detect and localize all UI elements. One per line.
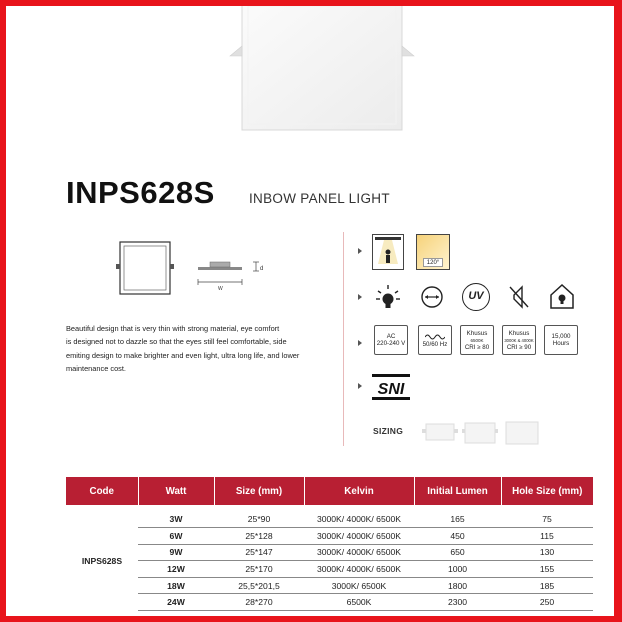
watt-cell: 24W xyxy=(138,594,214,611)
column-header-hole-size: Hole Size (mm) xyxy=(501,477,593,505)
product-code-title: INPS628S xyxy=(66,175,215,210)
frequency-badge xyxy=(418,325,452,355)
description-line: emiting design to make brighter and even light, ultra long life, and lower xyxy=(66,350,300,360)
dimmer-icon xyxy=(420,285,444,309)
sizing-image-large xyxy=(504,420,540,446)
watt-cell: 3W xyxy=(138,511,214,528)
description-line: Beautiful design that is very thin with strong material, eye comfort xyxy=(66,324,280,333)
lumen-cell: 650 xyxy=(414,544,501,561)
lumen-cell: 165 xyxy=(414,511,501,528)
cri-line: Khusus xyxy=(466,329,488,337)
dim-w-label: W xyxy=(218,286,223,292)
divider-line xyxy=(343,232,344,446)
column-header-kelvin: Kelvin xyxy=(304,477,414,505)
table-row xyxy=(66,561,593,578)
lumen-cell: 2300 xyxy=(414,594,501,611)
size-cell: 25*147 xyxy=(214,544,304,561)
size-cell: 28*270 xyxy=(214,594,304,611)
bullet-arrow-icon xyxy=(358,294,362,300)
watt-cell: 6W xyxy=(138,528,214,545)
sizing-image-medium xyxy=(462,420,498,446)
frequency-label: 50/60 Hz xyxy=(422,340,448,348)
sizing-image-small xyxy=(422,420,458,444)
cri-line: 3000K & 4000K xyxy=(504,337,534,343)
kelvin-cell: 3000K/ 4000K/ 6500K xyxy=(304,528,414,545)
sine-wave-icon xyxy=(425,333,445,341)
table-row xyxy=(66,577,593,594)
specification-table xyxy=(66,477,593,611)
product-description xyxy=(66,322,314,376)
lifetime-badge xyxy=(544,325,578,355)
voltage-badge xyxy=(374,325,408,355)
hole-size-cell: 115 xyxy=(501,528,593,545)
table-row xyxy=(66,511,593,528)
description-line: maintenance cost. xyxy=(66,364,126,374)
lumen-cell: 1000 xyxy=(414,561,501,578)
kelvin-cell: 3000K/ 4000K/ 6500K xyxy=(304,561,414,578)
code-cell: INPS628S xyxy=(81,555,123,566)
column-header-size: Size (mm) xyxy=(214,477,304,505)
cri-80-badge xyxy=(460,325,494,355)
cri-line: 6500K xyxy=(470,337,484,343)
column-header-lumen: Initial Lumen xyxy=(414,477,501,505)
lightbulb-icon xyxy=(374,283,402,311)
size-cell: 25*170 xyxy=(214,561,304,578)
hole-size-cell: 250 xyxy=(501,594,593,611)
lumen-cell: 450 xyxy=(414,528,501,545)
cri-line: CRI ≥ 80 xyxy=(464,343,490,351)
table-row xyxy=(66,594,593,611)
description-line: is designed not to dazzle so that the eyes still feel comfortable, side xyxy=(66,337,287,347)
size-cell: 25*128 xyxy=(214,528,304,545)
table-row xyxy=(66,528,593,545)
bullet-arrow-icon xyxy=(358,248,362,254)
beam-angle-label: 120° xyxy=(423,258,443,267)
hole-size-cell: 155 xyxy=(501,561,593,578)
cri-90-badge xyxy=(502,325,536,355)
technical-drawing xyxy=(112,238,282,298)
product-photo xyxy=(226,6,418,132)
kelvin-cell: 3000K/ 4000K/ 6500K xyxy=(304,511,414,528)
size-cell: 25*90 xyxy=(214,511,304,528)
size-cell: 25,5*201,5 xyxy=(214,577,304,594)
uv-label: UV xyxy=(468,290,484,302)
product-name-subtitle: INBOW PANEL LIGHT xyxy=(249,191,390,206)
lifetime-line: Hours xyxy=(552,340,570,347)
hole-size-cell: 130 xyxy=(501,544,593,561)
table-header-row xyxy=(66,477,593,505)
lumen-cell: 1800 xyxy=(414,577,501,594)
column-header-code: Code xyxy=(66,477,138,505)
cri-line: CRI ≥ 90 xyxy=(506,343,532,351)
column-header-watt: Watt xyxy=(138,477,214,505)
sni-label: SNI xyxy=(377,381,405,398)
dim-d-label: d xyxy=(260,266,264,272)
bullet-arrow-icon xyxy=(358,383,362,389)
bullet-arrow-icon xyxy=(358,340,362,346)
voltage-line: AC xyxy=(386,333,396,340)
watt-cell: 12W xyxy=(138,561,214,578)
sizing-label: SIZING xyxy=(373,426,404,436)
kelvin-cell: 3000K/ 6500K xyxy=(304,577,414,594)
ceiling-install-icon xyxy=(372,234,404,270)
cri-line: Khusus xyxy=(508,329,530,337)
hole-size-cell: 75 xyxy=(501,511,593,528)
beam-angle-icon xyxy=(416,234,450,270)
no-flicker-icon xyxy=(506,283,532,311)
sni-certification-logo xyxy=(372,374,410,400)
kelvin-cell: 6500K xyxy=(304,594,414,611)
table-row xyxy=(66,544,593,561)
kelvin-cell: 3000K/ 4000K/ 6500K xyxy=(304,544,414,561)
home-light-icon xyxy=(548,282,576,310)
watt-cell: 9W xyxy=(138,544,214,561)
watt-cell: 18W xyxy=(138,577,214,594)
lifetime-line: 15,000 xyxy=(551,333,571,340)
voltage-line: 220-240 V xyxy=(376,340,406,347)
uv-free-icon xyxy=(462,283,490,311)
hole-size-cell: 185 xyxy=(501,577,593,594)
